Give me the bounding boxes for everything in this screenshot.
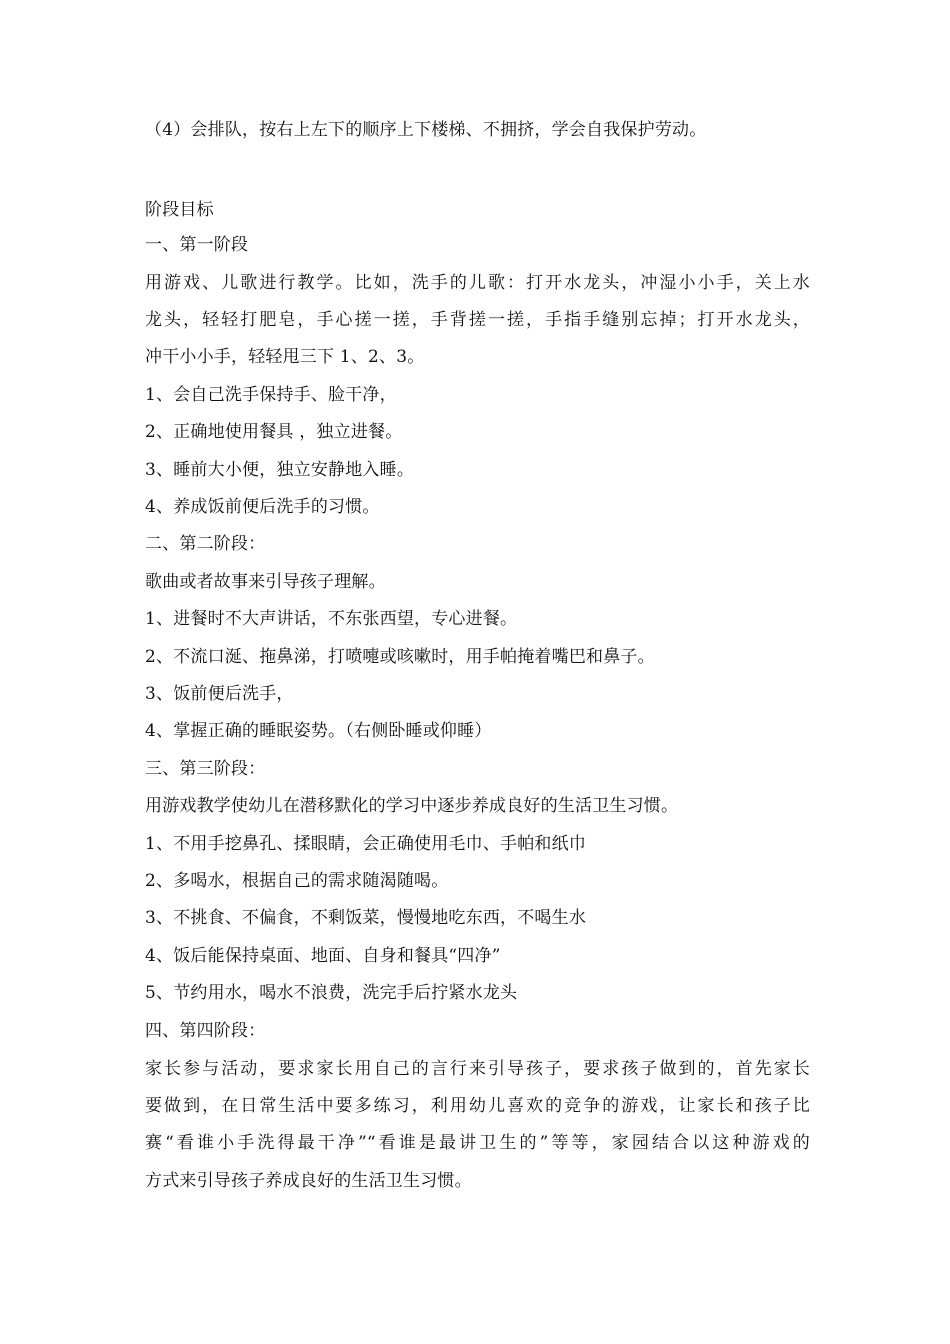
stage2-heading: 二、第二阶段： bbox=[145, 534, 266, 554]
stage3-item-2: 2、多喝水，根据自己的需求随渴随喝。 bbox=[145, 871, 449, 891]
stage4-para-line-3: 赛“看谁小手洗得最干净”“看谁是最讲卫生的”等等，家园结合以这种游戏的 bbox=[145, 1133, 810, 1153]
stage3-item-4: 4、饭后能保持桌面、地面、自身和餐具“四净” bbox=[145, 946, 501, 966]
stage4-heading: 四、第四阶段： bbox=[145, 1021, 266, 1041]
stage3-item-5: 5、节约用水，喝水不浪费，洗完手后拧紧水龙头 bbox=[145, 983, 518, 1003]
stage1-item-3: 3、睡前大小便，独立安静地入睡。 bbox=[145, 460, 415, 480]
stage1-item-1: 1、会自己洗手保持手、脸干净， bbox=[145, 385, 397, 405]
section-title: 阶段目标 bbox=[145, 200, 214, 220]
stage1-para-line-2: 龙头，轻轻打肥皂，手心搓一搓，手背搓一搓，手指手缝别忘掉；打开水龙头， bbox=[145, 310, 810, 330]
stage3-para: 用游戏教学使幼儿在潜移默化的学习中逐步养成良好的生活卫生习惯。 bbox=[145, 796, 679, 816]
stage4-para-line-1: 家长参与活动，要求家长用自己的言行来引导孩子，要求孩子做到的，首先家长 bbox=[145, 1059, 810, 1079]
stage2-item-2: 2、不流口涎、拖鼻涕，打喷嚏或咳嗽时，用手帕掩着嘴巴和鼻子。 bbox=[145, 647, 655, 667]
stage3-item-3: 3、不挑食、不偏食，不剩饭菜，慢慢地吃东西，不喝生水 bbox=[145, 908, 587, 928]
stage2-item-3: 3、饭前便后洗手， bbox=[145, 684, 294, 704]
stage4-para-line-2: 要做到，在日常生活中要多练习，利用幼儿喜欢的竞争的游戏，让家长和孩子比 bbox=[145, 1096, 810, 1116]
stage2-para: 歌曲或者故事来引导孩子理解。 bbox=[145, 572, 386, 592]
stage2-item-1: 1、进餐时不大声讲话，不东张西望，专心进餐。 bbox=[145, 609, 518, 629]
stage1-item-2: 2、正确地使用餐具 ，独立进餐。 bbox=[145, 422, 403, 442]
stage3-heading: 三、第三阶段： bbox=[145, 759, 266, 779]
stage2-item-4: 4、掌握正确的睡眠姿势。（右侧卧睡或仰睡） bbox=[145, 721, 492, 741]
stage1-item-4: 4、养成饭前便后洗手的习惯。 bbox=[145, 497, 380, 517]
stage1-para-line-1: 用游戏、儿歌进行教学。比如，洗手的儿歌：打开水龙头，冲湿小小手，关上水 bbox=[145, 273, 810, 293]
stage3-item-1: 1、不用手挖鼻孔、揉眼睛，会正确使用毛巾、手帕和纸巾 bbox=[145, 834, 587, 854]
stage1-heading: 一、第一阶段 bbox=[145, 235, 249, 255]
stage4-para-line-4: 方式来引导孩子养成良好的生活卫生习惯。 bbox=[145, 1171, 472, 1191]
stage1-para-line-3: 冲干小小手，轻轻甩三下 1、2、3。 bbox=[145, 347, 425, 367]
intro-line: （4）会排队，按右上左下的顺序上下楼梯、不拥挤，学会自我保护劳动。 bbox=[145, 120, 707, 140]
